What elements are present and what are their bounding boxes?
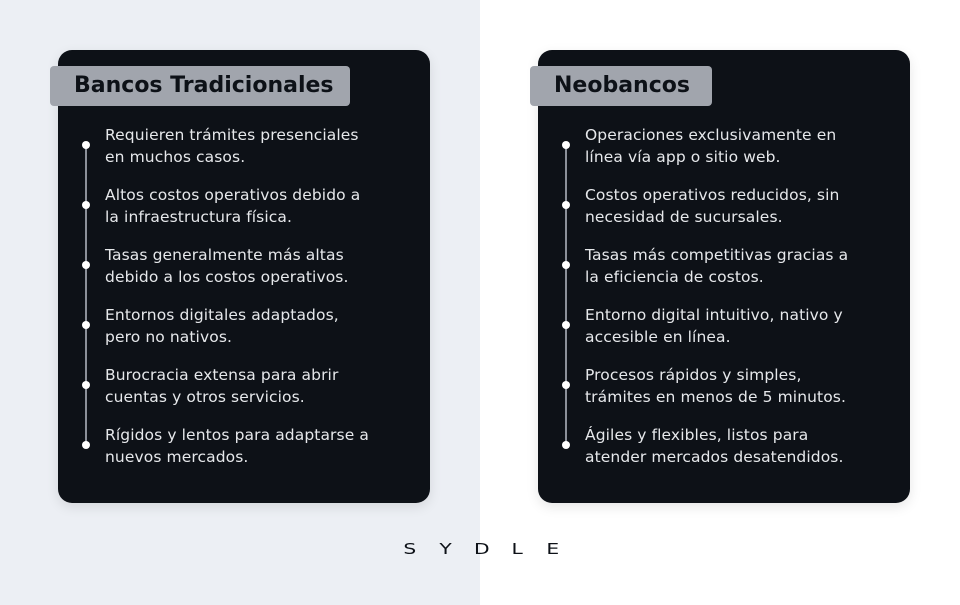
logo-letter: L (511, 540, 523, 558)
list-item-text: Requieren trámites presenciales en muchos casos. (105, 126, 359, 166)
traditional-banks-card (58, 50, 430, 503)
bullet-dot-icon (82, 441, 90, 449)
neobanks-card (538, 50, 910, 503)
bullet-dot-icon (82, 201, 90, 209)
sydle-logo (405, 541, 557, 557)
bullet-dot-icon (82, 261, 90, 269)
list-item-text: Altos costos operativos debido a la infraestructura física. (105, 186, 361, 226)
list-item (538, 184, 910, 244)
list-item-text: Ágiles y flexibles, listos para atender mercados desatendidos. (585, 426, 844, 466)
list-item-text: Tasas más competitivas gracias a la eficiencia de costos. (585, 246, 849, 286)
traditional-banks-title: Bancos Tradicionales (50, 66, 350, 106)
list-item (538, 244, 910, 304)
logo-letter: D (473, 540, 490, 558)
list-item (58, 184, 430, 244)
list-item (538, 424, 910, 484)
list-item (58, 244, 430, 304)
list-item-text: Burocracia extensa para abrir cuentas y otros servicios. (105, 366, 339, 406)
bullet-dot-icon (562, 441, 570, 449)
neobanks-title: Neobancos (530, 66, 712, 106)
list-item-text: Procesos rápidos y simples, trámites en menos de 5 minutos. (585, 366, 847, 406)
bullet-dot-icon (562, 141, 570, 149)
list-item-text: Rígidos y lentos para adaptarse a nuevos mercados. (105, 426, 369, 466)
bullet-dot-icon (562, 261, 570, 269)
list-item (538, 364, 910, 424)
bullet-dot-icon (562, 381, 570, 389)
list-item (538, 304, 910, 364)
bullet-dot-icon (562, 321, 570, 329)
logo-letter: E (545, 540, 559, 558)
list-item-text: Costos operativos reducidos, sin necesidad de sucursales. (585, 186, 840, 226)
list-item (58, 124, 430, 184)
bullet-dot-icon (82, 141, 90, 149)
logo-letter: S (403, 540, 417, 558)
list-item-text: Operaciones exclusivamente en línea vía app o sitio web. (585, 126, 837, 166)
list-item (58, 424, 430, 484)
list-item-text: Entorno digital intuitivo, nativo y accesible en línea. (585, 306, 843, 346)
list-item-text: Tasas generalmente más altas debido a los costos operativos. (105, 246, 349, 286)
list-item-text: Entornos digitales adaptados, pero no nativos. (105, 306, 339, 346)
bullet-dot-icon (82, 381, 90, 389)
list-item (58, 364, 430, 424)
bullet-dot-icon (82, 321, 90, 329)
list-item (538, 124, 910, 184)
logo-letter: Y (438, 540, 452, 558)
bullet-dot-icon (562, 201, 570, 209)
list-item (58, 304, 430, 364)
